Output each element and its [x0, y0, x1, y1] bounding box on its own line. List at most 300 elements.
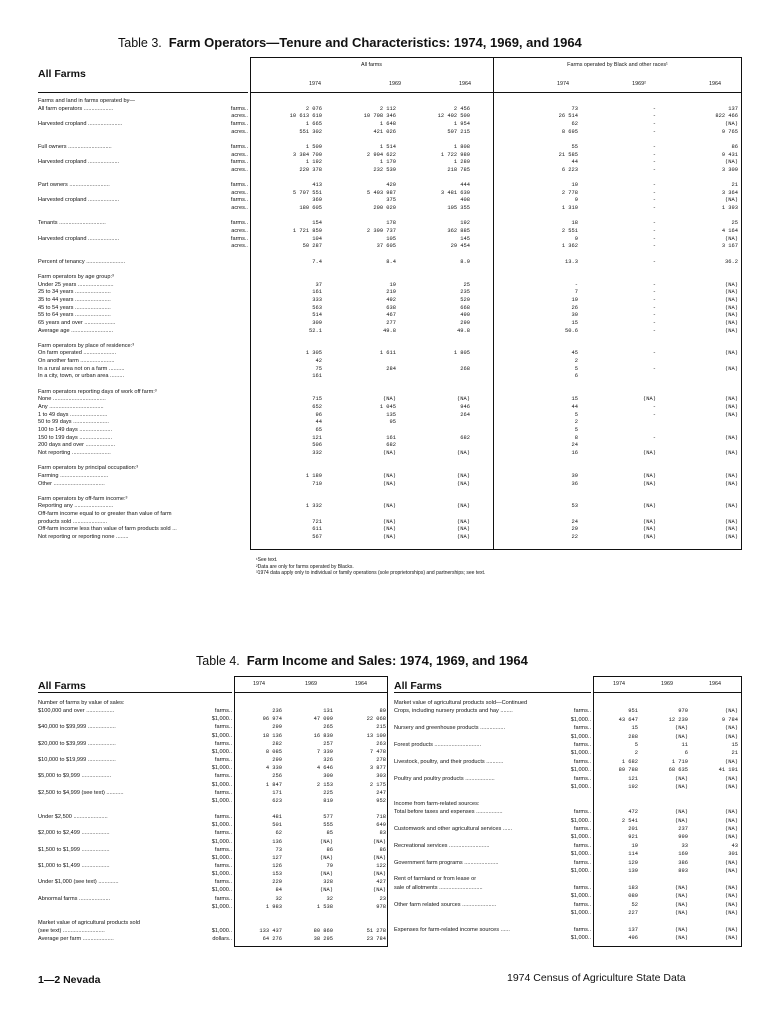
row-value: -: [652, 365, 656, 372]
row-label: Market value of agricultural products sold: [38, 920, 140, 927]
row-value: 089: [628, 893, 638, 900]
row-value: 970: [678, 708, 688, 715]
table3-year: 1969²: [632, 81, 646, 87]
row-value: 62: [571, 120, 578, 127]
row-value: (NA): [725, 327, 738, 334]
row-value: 11: [681, 742, 688, 748]
row-value: (NA): [643, 503, 656, 510]
row-value: 32: [275, 895, 282, 902]
row-unit: farms..: [230, 197, 248, 204]
row-unit: farms..: [230, 159, 248, 166]
row-value: 55: [571, 143, 578, 150]
row-value: (NA): [383, 396, 396, 403]
row-value: -: [652, 151, 656, 158]
row-value: 9 431: [721, 151, 738, 158]
row-value: 4 330: [265, 765, 282, 772]
row-unit: acres..: [231, 243, 248, 250]
row-value: 1 808: [453, 143, 470, 150]
row-unit: farms..: [214, 757, 232, 764]
row-value: 50.6: [565, 327, 578, 334]
row-value: 218 785: [447, 166, 470, 173]
row-unit: farms..: [230, 182, 248, 189]
row-value: (NA): [725, 396, 738, 403]
row-value: -: [652, 312, 656, 319]
row-value: 555: [323, 822, 333, 829]
row-unit: acres..: [231, 151, 248, 158]
row-unit: farms..: [214, 814, 232, 821]
row-unit: $1,000..: [570, 834, 591, 841]
row-value: 183: [628, 884, 638, 891]
row-value: 506: [312, 442, 322, 449]
row-label: Government farm programs ......................: [394, 859, 499, 866]
row-value: 299: [272, 724, 282, 731]
row-value: (NA): [725, 859, 738, 866]
row-value: (NA): [643, 396, 656, 403]
row-label: sale of allotments ............................: [394, 884, 483, 891]
row-value: -: [652, 182, 656, 189]
row-label: 100 to 149 days .....................: [38, 426, 112, 433]
row-value: 131: [323, 708, 333, 715]
row-value: (NA): [320, 838, 333, 845]
row-unit: farms..: [214, 846, 232, 853]
row-value: (NA): [675, 817, 688, 824]
row-value: 1 665: [305, 120, 322, 127]
row-value: 96 974: [262, 716, 282, 723]
row-value: 2 904 622: [366, 151, 396, 158]
row-unit: $1,000..: [211, 928, 232, 935]
row-unit: $1,000..: [570, 784, 591, 790]
row-value: 44: [571, 404, 578, 410]
row-value: (NA): [725, 281, 738, 288]
row-value: 268: [460, 365, 470, 372]
row-value: 39: [571, 472, 578, 479]
row-value: 16: [571, 449, 578, 456]
row-label: Farm operators by age group:³: [38, 273, 114, 280]
row-value: 5 707 551: [292, 189, 322, 196]
row-value: (NA): [725, 296, 738, 303]
row-unit: acres..: [231, 113, 248, 120]
row-label: Not reporting .........................: [38, 449, 111, 456]
row-value: 264: [460, 411, 470, 418]
row-unit: farms..: [573, 926, 591, 933]
row-value: 263: [376, 740, 386, 747]
row-value: (NA): [373, 887, 386, 894]
row-value: 514: [312, 312, 322, 319]
row-label: Under 25 years .......................: [38, 281, 114, 288]
row-label: Farming ...............................: [38, 472, 109, 479]
row-label: Not reporting or reporting none ........: [38, 534, 129, 541]
row-value: -: [652, 434, 656, 441]
row-value: -: [652, 243, 656, 250]
row-value: 328: [323, 879, 333, 886]
row-label: Farm operators by off-farm income:³: [38, 495, 128, 502]
row-value: (NA): [457, 526, 470, 533]
row-value: (NA): [725, 893, 738, 900]
table3-data-box: [250, 57, 742, 550]
row-unit: $1,000..: [570, 716, 591, 723]
row-value: 153: [272, 871, 282, 878]
row-value: 490: [460, 312, 470, 319]
row-label: Average age ...........................: [38, 327, 114, 334]
row-value: 1 310: [561, 205, 578, 212]
row-value: 12 402 500: [437, 113, 470, 120]
row-value: 37 605: [376, 243, 396, 250]
row-label: 55 to 64 years .......................: [38, 312, 111, 319]
row-value: 952: [376, 797, 386, 804]
row-value: (NA): [675, 775, 688, 782]
row-label: Farm operators by principal occupation:³: [38, 465, 139, 472]
row-value: (NA): [725, 518, 738, 525]
row-value: 1 954: [453, 120, 470, 127]
row-value: (NA): [725, 365, 738, 372]
row-unit: farms..: [214, 789, 232, 796]
row-label: On farm operated .....................: [38, 350, 117, 357]
row-value: 9 784: [721, 716, 738, 723]
row-value: (NA): [725, 817, 738, 824]
table4-year: 1974: [253, 681, 265, 687]
row-value: 893: [678, 868, 688, 874]
row-unit: $1,000..: [211, 838, 232, 845]
row-unit: dollars..: [212, 936, 232, 943]
row-value: (NA): [725, 350, 738, 357]
row-value: 15: [571, 319, 578, 326]
row-value: 718: [376, 814, 386, 821]
row-value: 201: [628, 826, 638, 832]
row-value: 472: [628, 809, 638, 816]
row-value: 1 719: [671, 758, 688, 765]
row-label: Other .................................: [38, 480, 105, 487]
row-value: 9: [574, 235, 578, 242]
page-footer-left: 1—2 Nevada: [38, 974, 101, 986]
row-value: 375: [386, 197, 396, 204]
row-unit: acres..: [231, 166, 248, 173]
row-unit: $1,000..: [570, 817, 591, 824]
row-value: 326: [323, 757, 333, 764]
row-value: (NA): [675, 884, 688, 891]
row-value: 2 076: [305, 105, 322, 112]
row-value: 2 153: [316, 781, 333, 788]
row-value: 122: [376, 863, 386, 869]
row-value: 551 302: [299, 128, 322, 135]
row-value: (NA): [725, 526, 738, 533]
row-value: 220: [272, 879, 282, 886]
row-value: 161: [312, 289, 322, 296]
row-value: 15: [571, 396, 578, 403]
row-value: (NA): [643, 518, 656, 525]
row-label: Recreational services ..........................: [394, 842, 490, 849]
row-value: 139: [628, 868, 638, 874]
row-value: -: [652, 235, 656, 242]
row-value: 25: [731, 220, 738, 227]
row-value: 85: [326, 830, 333, 837]
row-unit: $1,000..: [570, 868, 591, 874]
row-value: 192: [628, 784, 638, 790]
row-label: $20,000 to $39,999 ..................: [38, 740, 116, 747]
row-label: Average per farm ....................: [38, 936, 114, 943]
table3-year: 1974: [309, 81, 321, 87]
row-value: (NA): [457, 396, 470, 403]
row-value: 84: [275, 887, 282, 894]
row-value: 52: [631, 901, 638, 908]
row-value: 232 539: [373, 166, 396, 173]
row-value: 1 362: [561, 243, 578, 250]
row-value: (NA): [383, 449, 396, 456]
table3-footnote: ³1974 data apply only to individual or family operations (sole proprietorships) and partnerships; see text.: [256, 570, 486, 576]
row-unit: farms..: [214, 724, 232, 731]
row-label: Farm operators reporting days of work off farm:³: [38, 388, 157, 395]
row-value: 257: [323, 740, 333, 747]
row-label: Off-farm income equal to or greater than value of farm: [38, 511, 172, 518]
row-unit: farms..: [573, 809, 591, 816]
row-label: Harvested cropland ....................: [38, 159, 120, 166]
row-value: 42: [315, 358, 322, 365]
row-value: 161: [312, 373, 322, 380]
row-value: (NA): [725, 472, 738, 479]
row-value: 68 635: [668, 767, 688, 774]
row-value: 8.9: [460, 258, 470, 265]
row-value: 567: [312, 534, 322, 541]
row-label: Expenses for farm-related income sources ......: [394, 926, 510, 933]
table3-footnote: ²Data are only for farms operated by Blacks.: [256, 563, 354, 570]
row-value: 23 784: [366, 936, 386, 943]
row-value: 169: [678, 851, 688, 858]
row-value: -: [652, 113, 656, 120]
row-value: (NA): [725, 926, 738, 933]
table3-footnote: ¹See text.: [256, 557, 278, 563]
table4-right-heading-rule: [394, 692, 591, 693]
table3-group-all: All farms: [361, 62, 382, 68]
row-value: 299: [272, 757, 282, 764]
row-value: 8 085: [265, 748, 282, 755]
row-label: 150 to 199 days .....................: [38, 434, 112, 441]
row-value: (NA): [643, 534, 656, 541]
row-label: All farm operators ...................: [38, 105, 114, 112]
row-value: 79: [326, 863, 333, 869]
row-value: (NA): [320, 854, 333, 861]
row-unit: $1,000..: [211, 822, 232, 829]
row-value: 236: [272, 708, 282, 715]
row-unit: farms..: [230, 143, 248, 150]
table4-title: [196, 653, 528, 668]
row-unit: acres..: [231, 128, 248, 135]
row-value: 161: [386, 434, 396, 441]
row-value: 96: [315, 411, 322, 418]
row-value: 290: [460, 319, 470, 326]
row-value: (NA): [725, 758, 738, 765]
row-value: 3 481 630: [440, 189, 470, 196]
row-value: 29 454: [450, 243, 470, 250]
row-value: 2 778: [561, 189, 578, 196]
row-value: 563: [312, 304, 322, 311]
row-value: 225: [323, 789, 333, 796]
row-value: 37: [315, 281, 322, 288]
row-value: 822 466: [715, 113, 738, 120]
row-value: 9: [574, 197, 578, 204]
table4-title-text: Farm Income and Sales: 1974, 1969, and 1964: [246, 653, 528, 668]
row-value: 8: [574, 434, 578, 441]
row-value: -: [652, 319, 656, 326]
row-value: 43 647: [618, 716, 638, 723]
row-label: Customwork and other agricultural services ......: [394, 826, 513, 832]
row-label: Livestock, poultry, and their products ...........: [394, 758, 504, 765]
row-value: 126: [272, 863, 282, 869]
row-label: Under $2,500 ......................: [38, 814, 108, 821]
row-value: (NA): [725, 775, 738, 782]
row-value: 507 215: [447, 128, 470, 135]
row-value: 284: [386, 365, 396, 372]
row-label: Harvested cropland ....................: [38, 235, 120, 242]
row-value: (NA): [725, 197, 738, 204]
row-value: 7.4: [312, 258, 322, 265]
row-value: 577: [323, 814, 333, 821]
row-label: $1,500 to $1,999 ..................: [38, 846, 110, 853]
row-unit: $1,000..: [211, 903, 232, 910]
row-value: 1 509: [305, 143, 322, 150]
row-unit: farms..: [214, 773, 232, 780]
row-value: 623: [272, 797, 282, 804]
row-value: 235: [460, 289, 470, 296]
row-value: 145: [460, 235, 470, 242]
row-unit: farms..: [573, 742, 591, 748]
row-value: 23: [379, 895, 386, 902]
row-unit: farms..: [573, 842, 591, 849]
row-unit: farms..: [214, 830, 232, 837]
row-value: 1 847: [265, 781, 282, 788]
row-value: 682: [460, 434, 470, 441]
row-value: 7 339: [316, 748, 333, 755]
row-value: 2 112: [379, 105, 396, 112]
row-value: 26 514: [558, 113, 578, 120]
row-value: 121: [312, 434, 322, 441]
row-value: 1 721 859: [292, 228, 322, 235]
row-value: 444: [460, 182, 470, 189]
row-label: Farm operators by place of residence:³: [38, 342, 135, 349]
row-unit: $1,000..: [211, 871, 232, 878]
row-unit: farms..: [214, 879, 232, 886]
row-value: 4 646: [316, 765, 333, 772]
row-value: (NA): [725, 120, 738, 127]
row-label: Off-farm income less than value of farm products sold ...: [38, 526, 177, 533]
table3-year: 1974: [557, 81, 569, 87]
row-value: 3 167: [721, 243, 738, 250]
row-value: 301: [728, 851, 738, 858]
row-value: 1 280: [453, 159, 470, 166]
row-label: Percent of tenancy .........................: [38, 258, 126, 265]
row-value: 47 099: [313, 716, 333, 723]
row-value: (NA): [457, 449, 470, 456]
row-value: 1 192: [305, 159, 322, 166]
row-value: 7: [574, 289, 578, 296]
row-value: 219: [386, 289, 396, 296]
row-value: 492: [386, 296, 396, 303]
row-value: 951: [628, 708, 638, 715]
row-value: 30: [571, 312, 578, 319]
page-footer-right: 1974 Census of Agriculture State Data: [507, 972, 686, 984]
row-value: (NA): [373, 854, 386, 861]
row-unit: $1,000..: [570, 750, 591, 757]
row-value: 36: [571, 480, 578, 487]
row-value: 682: [386, 442, 396, 449]
row-value: 105: [386, 235, 396, 242]
row-value: 1 332: [305, 503, 322, 510]
row-value: 13 100: [366, 732, 386, 739]
row-value: (NA): [725, 449, 738, 456]
row-value: (NA): [457, 503, 470, 510]
row-value: 333: [312, 296, 322, 303]
row-value: 501: [272, 822, 282, 829]
row-value: 36.2: [725, 258, 738, 265]
row-value: -: [652, 281, 656, 288]
row-value: 1 983: [265, 903, 282, 910]
row-label: $2,500 to $4,999 (see text) ...........: [38, 789, 124, 796]
row-value: 121: [628, 775, 638, 782]
row-value: -: [652, 304, 656, 311]
row-value: 43: [731, 842, 738, 849]
row-value: 3 877: [369, 765, 386, 772]
row-unit: farms..: [214, 740, 232, 747]
row-value: 1 611: [379, 350, 396, 357]
row-value: 89 788: [618, 767, 638, 774]
row-value: (NA): [675, 784, 688, 790]
table4-year: 1974: [613, 681, 625, 687]
row-unit: $1,000..: [570, 893, 591, 900]
row-value: 136: [272, 838, 282, 845]
row-value: 18 136: [262, 732, 282, 739]
row-unit: farms..: [573, 708, 591, 715]
row-value: 420: [386, 182, 396, 189]
row-value: (NA): [725, 404, 738, 410]
row-value: (NA): [383, 472, 396, 479]
row-value: 15: [731, 742, 738, 748]
row-unit: farms..: [230, 105, 248, 112]
row-value: 19: [631, 842, 638, 849]
row-value: 73: [571, 105, 578, 112]
row-label: $10,000 to $19,999 ..................: [38, 757, 116, 764]
row-value: 3 364: [721, 189, 738, 196]
row-value: (NA): [725, 503, 738, 510]
row-value: 16 830: [313, 732, 333, 739]
row-value: 86: [326, 846, 333, 853]
row-label: Abnormal farms ....................: [38, 895, 111, 902]
row-value: 49.8: [457, 327, 470, 334]
row-value: 710: [312, 480, 322, 487]
row-unit: $1,000..: [570, 910, 591, 916]
row-value: 62: [275, 830, 282, 837]
table4-year: 1964: [709, 681, 721, 687]
table3-year: 1964: [709, 81, 721, 87]
row-value: (NA): [457, 480, 470, 487]
row-value: 133 437: [259, 928, 282, 935]
row-unit: $1,000..: [570, 851, 591, 858]
row-label: Market value of agricultural products sold—Continued: [394, 700, 528, 706]
table4-left-heading-rule: [38, 692, 232, 693]
row-value: (NA): [725, 910, 738, 916]
row-value: 1 305: [305, 350, 322, 357]
row-value: 129: [628, 859, 638, 866]
row-value: 652: [312, 404, 322, 410]
table4-right-header-rule: [593, 692, 742, 693]
table3-group-divider: [493, 57, 494, 550]
row-label: $2,000 to $2,499 ..................: [38, 830, 110, 837]
row-value: 7 478: [369, 748, 386, 755]
row-value: 638: [386, 304, 396, 311]
table4-left-header-rule: [234, 692, 388, 693]
row-value: 75: [315, 365, 322, 372]
row-value: 73: [275, 846, 282, 853]
row-value: 386: [678, 859, 688, 866]
row-unit: farms..: [214, 708, 232, 715]
row-value: -: [652, 220, 656, 227]
